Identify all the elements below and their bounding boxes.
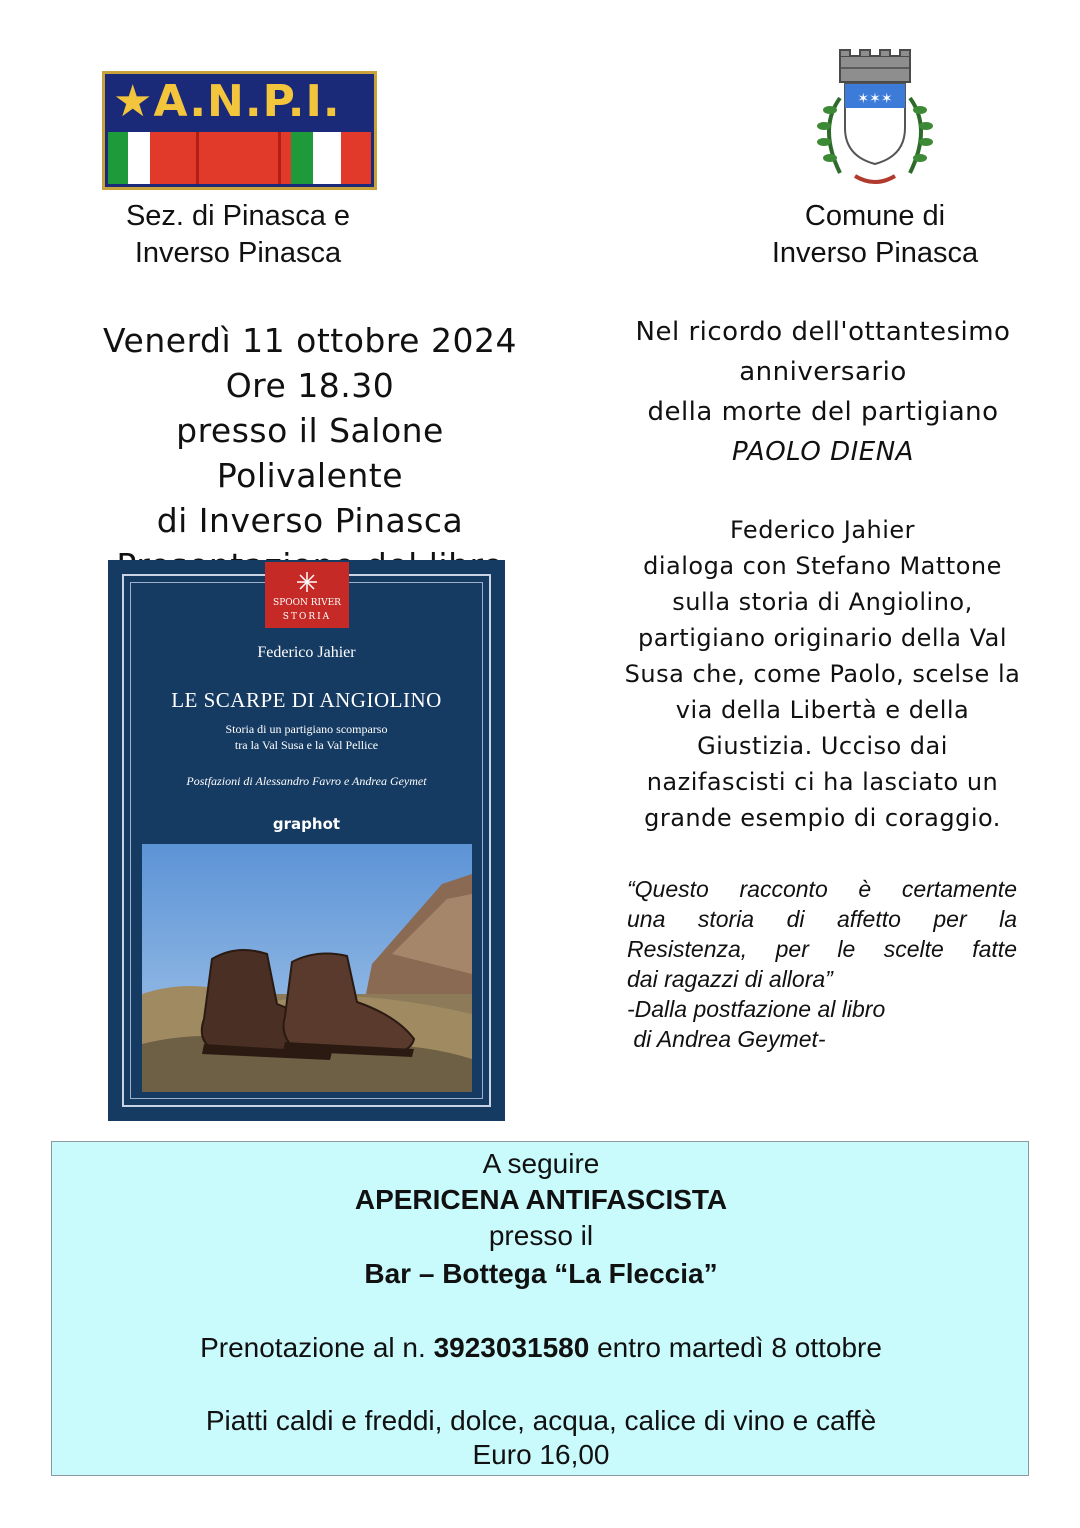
anpi-section-address xyxy=(100,198,376,272)
event-time: Ore 18.30 xyxy=(225,366,395,405)
dialog-line: Giustizia. Ucciso dai xyxy=(697,732,948,760)
memorial-line1: Nel ricordo dell'ottantesimo xyxy=(635,317,1011,347)
apericena-intro: A seguire xyxy=(482,1148,600,1179)
apericena-info-box xyxy=(51,1141,1029,1476)
comune-line1: Comune di xyxy=(804,200,946,232)
dialog-line: nazifascisti ci ha lasciato un xyxy=(646,768,999,796)
series-name: SPOON RIVER xyxy=(273,598,341,608)
hiking-boots-photo xyxy=(142,844,472,1092)
booking-prefix: Prenotazione al n. xyxy=(200,1332,434,1363)
dialog-line: grande esempio di coraggio. xyxy=(644,804,1001,832)
book-quote xyxy=(627,874,1017,1054)
quote-line2: una storia di affetto per la xyxy=(627,906,1017,932)
book-subtitle-line1: Storia di un partigiano scomparso xyxy=(225,722,388,736)
dialog-description xyxy=(620,512,1025,836)
apericena-title: APERICENA ANTIFASCISTA xyxy=(354,1184,728,1215)
partisan-name: PAOLO DIENA xyxy=(732,437,914,467)
memorial-text xyxy=(618,312,1028,472)
dialog-line: sulla storia di Angiolino, xyxy=(672,588,973,616)
svg-text:✶✶✶: ✶✶✶ xyxy=(857,91,893,107)
municipal-crest-icon xyxy=(800,48,950,198)
apericena-venue: Bar – Bottega “La Fleccia” xyxy=(364,1258,718,1289)
book-publisher: graphot xyxy=(272,815,341,833)
event-date: Venerdì 11 ottobre 2024 xyxy=(103,321,517,360)
book-cover xyxy=(108,560,505,1121)
event-venue-line1: presso il Salone Polivalente xyxy=(176,411,444,495)
dialog-line: Susa che, come Paolo, scelse la xyxy=(624,660,1021,688)
memorial-line3: della morte del partigiano xyxy=(647,397,999,427)
quote-attribution-line2: di Andrea Geymet- xyxy=(627,1026,826,1052)
book-title: LE SCARPE DI ANGIOLINO xyxy=(171,688,442,712)
anpi-logo-text: ★A.N.P.I. xyxy=(113,76,341,127)
comune-line2: Inverso Pinasca xyxy=(771,237,979,269)
book-subtitle-line2: tra la Val Susa e la Val Pellice xyxy=(234,738,379,752)
series-tag xyxy=(265,562,349,628)
book-author: Federico Jahier xyxy=(257,644,356,661)
quote-attribution-line1: -Dalla postfazione al libro xyxy=(627,996,886,1022)
anpi-section-line1: Sez. di Pinasca e xyxy=(125,200,351,232)
booking-deadline: entro martedì 8 ottobre xyxy=(589,1332,882,1363)
anpi-section-line2: Inverso Pinasca xyxy=(134,237,342,269)
tricolor-band xyxy=(108,132,371,184)
book-postfaces: Postfazioni di Alessandro Favro e Andrea Geymet xyxy=(186,774,427,788)
series-category: STORIA xyxy=(282,612,332,622)
memorial-line2: anniversario xyxy=(739,357,907,387)
event-venue-line2: di Inverso Pinasca xyxy=(156,501,464,540)
booking-info xyxy=(52,1332,1030,1364)
menu-description: Piatti caldi e freddi, dolce, acqua, calice di vino e caffè xyxy=(205,1405,877,1436)
quote-line1: “Questo racconto è certamente xyxy=(627,876,1017,902)
dialog-line: partigiano originario della Val xyxy=(637,624,1007,652)
anpi-logo xyxy=(102,71,377,190)
quote-line3: Resistenza, per le scelte fatte xyxy=(627,936,1017,962)
apericena-presso: presso il xyxy=(488,1220,594,1251)
comune-address xyxy=(730,198,1020,272)
quote-line4: dai ragazzi di allora” xyxy=(627,966,833,992)
series-emblem-icon xyxy=(295,570,319,594)
dialog-line: dialoga con Stefano Mattone xyxy=(643,552,1002,580)
booking-phone: 3923031580 xyxy=(433,1332,590,1363)
price: Euro 16,00 xyxy=(472,1439,610,1470)
event-details xyxy=(96,318,524,588)
dialog-line: via della Libertà e della xyxy=(675,696,970,724)
dialog-line: Federico Jahier xyxy=(729,516,916,544)
